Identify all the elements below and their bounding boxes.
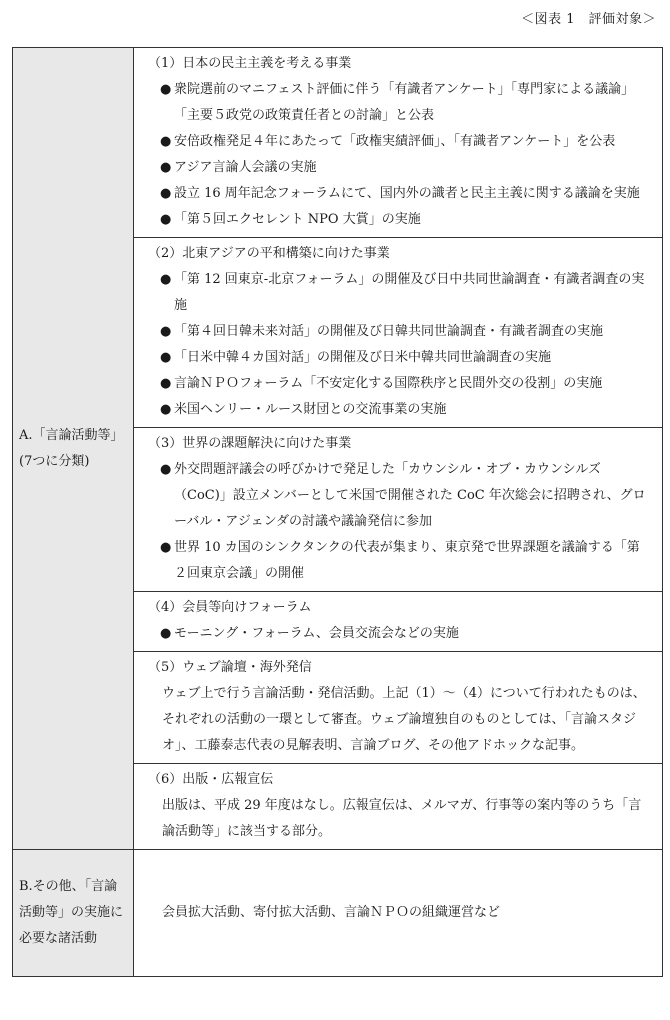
bullet-icon: ●	[160, 82, 172, 97]
list-item: ● 米国ヘンリー・ルース財団との交流事業の実施	[146, 397, 652, 423]
bullet-icon: ●	[160, 462, 172, 477]
bullet-icon: ●	[160, 376, 172, 391]
list-item: ● 「第５回エクセレント NPO 大賞」の実施	[146, 207, 652, 233]
list-item: ● 「第 12 回東京-北京フォーラム」の開催及び日中共同世論調査・有識者調査の実施	[146, 267, 652, 319]
section-title: （3）世界の課題解決に向けた事業	[148, 436, 352, 451]
bullet-icon: ●	[160, 272, 172, 287]
bullet-icon: ●	[160, 324, 172, 339]
bullet-icon: ●	[160, 212, 172, 227]
bullet-icon: ●	[160, 402, 172, 417]
section-5	[134, 652, 663, 764]
list-item: ● 「日米中韓４カ国対話」の開催及び日米中韓共同世論調査の実施	[146, 345, 652, 371]
bullet-icon: ●	[160, 186, 172, 201]
bullet-icon: ●	[160, 350, 172, 365]
bullet-icon: ●	[160, 540, 172, 555]
evaluation-table	[12, 47, 663, 977]
list-item: ● 設立 16 周年記念フォーラムにて、国内外の識者と民主主義に関する議論を実施	[146, 181, 652, 207]
section-4	[134, 592, 663, 652]
list-item: ● アジア言論人会議の実施	[146, 155, 652, 181]
list-item: ● 言論ＮＰＯフォーラム「不安定化する国際秩序と民間外交の役割」の実施	[146, 371, 652, 397]
list-item: ● 「第４回日韓未来対話」の開催及び日韓共同世論調査・有識者調査の実施	[146, 319, 652, 345]
list-item: ● 世界 10 カ国のシンクタンクの代表が集まり、東京発で世界課題を議論する「第２回東京会議」の開催	[146, 535, 652, 587]
table-row	[13, 48, 663, 238]
bullet-icon: ●	[160, 160, 172, 175]
category-cell-a: A.「言論活動等」(7つに分類)	[13, 48, 134, 850]
category-b-description: 会員拡大活動、寄付拡大活動、言論ＮＰＯの組織運営など	[134, 850, 663, 977]
table-row	[13, 850, 663, 977]
category-cell-b: B.その他、「言論活動等」の実施に必要な諸活動	[13, 850, 134, 977]
section-title: （2）北東アジアの平和構築に向けた事業	[148, 246, 390, 261]
section-title: （5）ウェブ論壇・海外発信	[148, 660, 312, 675]
section-2	[134, 238, 663, 428]
bullet-icon: ●	[160, 134, 172, 149]
section-3	[134, 428, 663, 592]
list-item: ● 安倍政権発足４年にあたって「政権実績評価」、「有識者アンケート」を公表	[146, 129, 652, 155]
section-6	[134, 764, 663, 850]
list-item: ● モーニング・フォーラム、会員交流会などの実施	[146, 621, 652, 647]
list-item: ● 衆院選前のマニフェスト評価に伴う「有識者アンケート」「専門家による議論」「主要５政党の政策責任者との討論」と公表	[146, 77, 652, 129]
section-title: （6）出版・広報宣伝	[148, 772, 274, 787]
list-item: ● 外交問題評議会の呼びかけで発足した「カウンシル・オブ・カウンシルズ（CoC)」設立メンバーとして米国で開催された CoC 年次総会に招聘され、グローバル・アジェンダの討議や議論発信に参加	[146, 457, 652, 535]
bullet-icon: ●	[160, 626, 172, 641]
section-1	[134, 48, 663, 238]
figure-caption: ＜図表 1 評価対象＞	[521, 12, 656, 27]
section-title: （4）会員等向けフォーラム	[148, 600, 312, 615]
section-title: （1）日本の民主主義を考える事業	[148, 56, 352, 71]
section-paragraph: 出版は、平成 29 年度はなし。広報宣伝は、メルマガ、行事等の案内等のうち「言論活動等」に該当する部分。	[162, 798, 642, 839]
section-paragraph: ウェブ上で行う言論活動・発信活動。上記（1）～（4）について行われたものは、それぞれの活動の一環として審査。ウェブ論壇独自のものとしては、「言論スタジオ」、工藤泰志代表の見解表明、言論ブログ、その他アドホックな記事。	[162, 686, 646, 753]
